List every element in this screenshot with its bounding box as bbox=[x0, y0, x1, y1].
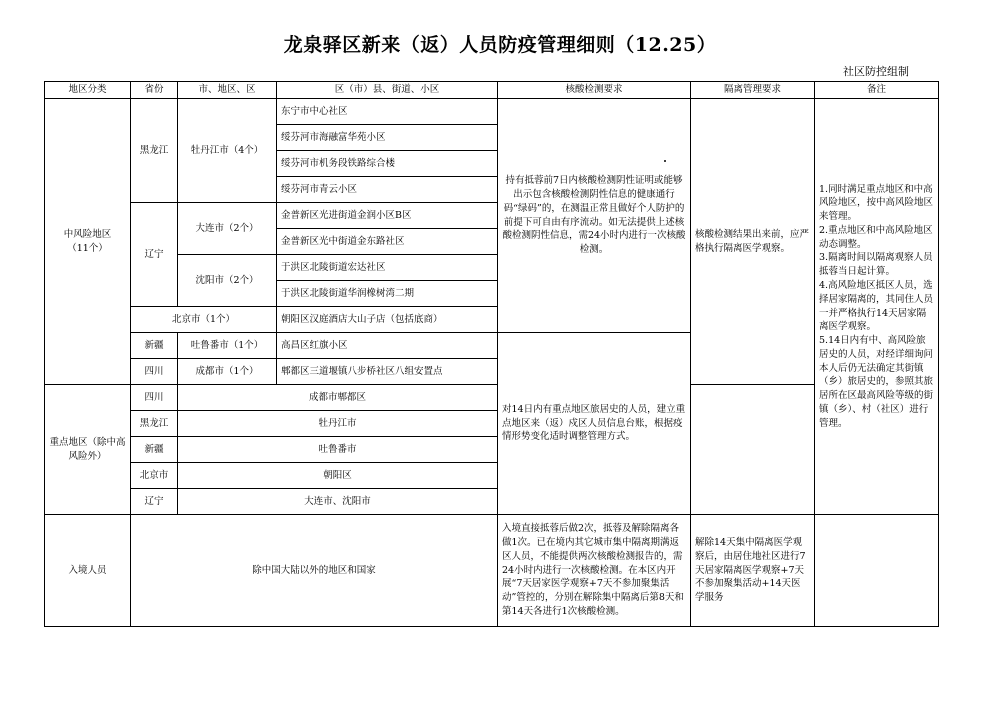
province-heilongjiang: 黑龙江 bbox=[131, 99, 178, 203]
key-isolation-empty bbox=[691, 385, 815, 515]
key-province: 辽宁 bbox=[131, 489, 178, 515]
key-area: 吐鲁番市 bbox=[178, 437, 498, 463]
medium-test-requirement: 持有抵蓉前7日内核酸检测阴性证明或能够出示包含核酸检测阴性信息的健康通行码“绿码”的，在测温正常且做好个人防护的前提下可自由有序流动。如无法提供上述核酸检测阴性信息，需24小时内进行一次核酸检测。 bbox=[498, 99, 691, 333]
entry-isolation-requirement: 解除14天集中隔离医学观察后，由居住地社区进行7天居家隔离医学观察+7天不参加聚集活动+14天医学服务 bbox=[691, 515, 815, 627]
city-turpan: 吐鲁番市（1个） bbox=[178, 333, 277, 359]
table-row bbox=[45, 515, 939, 627]
table-row bbox=[45, 385, 939, 411]
header-notes: 备注 bbox=[815, 82, 939, 99]
district-cell: 金普新区光中街道金东路社区 bbox=[277, 229, 498, 255]
city-mudanjiang: 牡丹江市（4个） bbox=[178, 99, 277, 203]
city-dalian: 大连市（2个） bbox=[178, 203, 277, 255]
province-liaoning: 辽宁 bbox=[131, 203, 178, 307]
header-district: 区（市）县、街道、小区 bbox=[277, 82, 498, 99]
note-item: 2.重点地区和中高风险地区动态调整。 bbox=[819, 224, 933, 250]
key-province: 黑龙江 bbox=[131, 411, 178, 437]
district-cell: 东宁市中心社区 bbox=[277, 99, 498, 125]
note-item: 5.14日内有中、高风险旅居史的人员，对经详细询问本人后仍无法确定其街镇（乡）旅居史的，参照其旅居所在区最高风险等级的街镇（乡）、村（社区）进行管理。 bbox=[819, 335, 934, 429]
district-cell: 朝阳区汉庭酒店大山子店（包括底商） bbox=[277, 307, 498, 333]
province-sichuan: 四川 bbox=[131, 359, 178, 385]
district-cell: 绥芬河市海融富华苑小区 bbox=[277, 125, 498, 151]
header-city: 市、地区、区 bbox=[178, 82, 277, 99]
district-cell: 金普新区光进街道金润小区B区 bbox=[277, 203, 498, 229]
key-test-requirement: 对14日内有重点地区旅居史的人员，建立重点地区来（返）戍区人员信息台账，根据疫情形势变化适时调整管理方式。 bbox=[498, 333, 691, 515]
key-province: 北京市 bbox=[131, 463, 178, 489]
entry-test-requirement: 入境直接抵蓉后做2次，抵蓉及解除隔离各做1次。已在境内其它城市集中隔离期满返区人员，不能提供两次核酸检测报告的，需24小时内进行一次核酸检测。在本区内开展“7天居家医学观察+7天不参加聚集活动”管控的，分别在解除集中隔离后第8天和第14天各进行1次核酸检测。 bbox=[498, 515, 691, 627]
note-item: 1.同时满足重点地区和中高风险地区，按中高风险地区来管理。 bbox=[819, 183, 934, 223]
key-area-category: 重点地区（除中高风险外） bbox=[45, 385, 131, 515]
city-shenyang: 沈阳市（2个） bbox=[178, 255, 277, 307]
header-province: 省份 bbox=[131, 82, 178, 99]
district-cell: 绥芬河市机务段铁路综合楼 bbox=[277, 151, 498, 177]
note-item: 4.高风险地区抵区人员，选择居家隔离的，其同住人员一并严格执行14天居家隔离医学观察。 bbox=[819, 279, 934, 333]
key-area: 大连市、沈阳市 bbox=[178, 489, 498, 515]
page-title: 龙泉驿区新来（返）人员防疫管理细则（12.25） bbox=[283, 34, 717, 56]
key-area: 朝阳区 bbox=[178, 463, 498, 489]
city-chengdu: 成都市（1个） bbox=[178, 359, 277, 385]
entry-category: 入境人员 bbox=[45, 515, 131, 627]
entry-notes-empty bbox=[815, 515, 939, 627]
key-province: 四川 bbox=[131, 385, 178, 411]
medium-risk-label: 中风险地区 bbox=[63, 228, 112, 240]
header-row bbox=[45, 82, 939, 99]
notes-cell bbox=[815, 99, 939, 515]
province-xinjiang: 新疆 bbox=[131, 333, 178, 359]
district-cell: 郫都区三道堰镇八步桥社区八组安置点 bbox=[277, 359, 498, 385]
header-isolation: 隔离管理要求 bbox=[691, 82, 815, 99]
entry-area: 除中国大陆以外的地区和国家 bbox=[131, 515, 498, 627]
city-beijing: 北京市（1个） bbox=[131, 307, 277, 333]
table-row bbox=[45, 99, 939, 125]
district-cell: 绥芬河市青云小区 bbox=[277, 177, 498, 203]
key-province: 新疆 bbox=[131, 437, 178, 463]
district-cell: 高昌区红旗小区 bbox=[277, 333, 498, 359]
management-table bbox=[44, 81, 939, 627]
key-area: 牡丹江市 bbox=[178, 411, 498, 437]
medium-risk-count: （11个） bbox=[67, 242, 108, 254]
medium-risk-category bbox=[45, 99, 131, 385]
note-item: 3.隔离时间以隔离观察人员抵蓉当日起计算。 bbox=[819, 252, 933, 278]
header-category: 地区分类 bbox=[45, 82, 131, 99]
key-area: 成都市郫都区 bbox=[178, 385, 498, 411]
district-cell: 于洪区北陵街道宏达社区 bbox=[277, 255, 498, 281]
medium-isolation-requirement: 核酸检测结果出来前，应严格执行隔离医学观察。 bbox=[691, 99, 815, 385]
issuer-label: 社区防控组制 bbox=[843, 65, 909, 78]
district-cell: 于洪区北陵街道华润橡树湾二期 bbox=[277, 281, 498, 307]
header-test: 核酸检测要求 bbox=[498, 82, 691, 99]
